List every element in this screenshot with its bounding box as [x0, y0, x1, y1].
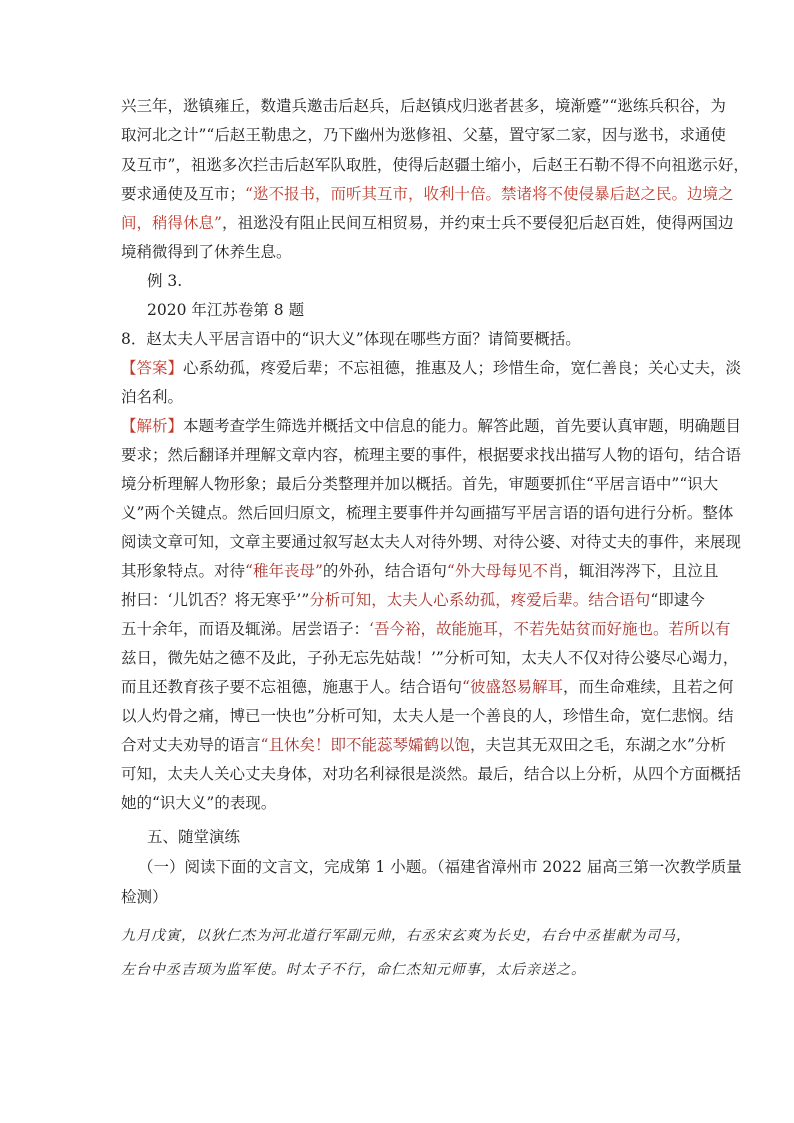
- paragraph-line: 要求通使及互市；“逖不报书，而听其互市，收利十倍。禁诸将不使侵暴后赵之民。边境之: [121, 185, 734, 203]
- analysis-line: 而且还教育孩子要不忘祖德，施惠于人。结合语句“彼盛怒易解耳，而生命难续，且若之何: [121, 678, 734, 696]
- analysis-line: 以人灼骨之痛，博已一快也”分析可知，太夫人是一个善良的人，珍惜生命，宽仁悲悯。结: [121, 707, 734, 725]
- source-label: 2020 年江苏卷第 8 题: [147, 301, 305, 319]
- exercise-line: （一）阅读下面的文言文，完成第 1 小题。（福建省漳州市 2022 届高三第一次教学质量: [138, 858, 742, 876]
- example-label: 例 3.: [147, 272, 183, 290]
- analysis-line: 境分析理解人物形象；最后分类整理并加以概括。首先，审题要抓住“平居言语中”“识大: [121, 475, 719, 493]
- analysis-line: 五十余年，而语及辄涕。居尝语子：‘吾今裕，故能施耳，不若先姑贫而好施也。若所以有: [121, 620, 731, 638]
- analysis-line: 兹日，微先姑之德不及此，子孙无忘先姑哉！’”分析可知，太夫人不仅对待公婆尽心竭力，: [121, 649, 739, 667]
- classical-text-line: 九月戊寅，以狄仁杰为河北道行军副元帅，右丞宋玄爽为长史，右台中丞崔献为司马，: [121, 928, 691, 944]
- answer-tag: 【答案】: [121, 359, 184, 377]
- answer-line: 【答案】心系幼孤，疼爱后辈；不忘祖德，推惠及人；珍惜生命，宽仁善良；关心丈夫，淡: [121, 359, 742, 377]
- analysis-line: 义”两个关键点。然后回归原文，梳理主要事件并勾画描写平居言语的语句进行分析。整体: [121, 504, 734, 522]
- section-title: 五、随堂演练: [147, 828, 241, 846]
- paragraph-line: 取河北之计”“后赵王勒患之，乃下幽州为逖修祖、父墓，置守冢二家，因与逖书，求通使: [121, 126, 726, 144]
- analysis-line: 她的“识大义”的表现。: [121, 794, 277, 812]
- analysis-line: 要求；然后翻译并理解文章内容，梳理主要的事件，根据要求找出描写人物的语句，结合语: [121, 446, 742, 464]
- analysis-line: 其形象特点。对待“稚年丧母”的外孙，结合语句“外大母每见不肖，辄泪涔涔下，且泣且: [121, 562, 719, 580]
- paragraph-line: 兴三年，逖镇雍丘，数遣兵邀击后赵兵，后赵镇戍归逖者甚多，境渐蹙”“逖练兵积谷，为: [121, 97, 726, 115]
- analysis-line: 可知，太夫人关心丈夫身体，对功名利禄很是淡然。最后，结合以上分析，从四个方面概括: [121, 765, 742, 783]
- answer-line: 泊名利。: [121, 388, 184, 406]
- analysis-line: 合对丈夫劝导的语言“且休矣！即不能蕊琴孀鹤以饱，夫岂其无双田之毛，东湖之水”分析: [121, 736, 726, 754]
- analysis-line: 【解析】本题考查学生筛选并概括文中信息的能力。解答此题，首先要认真审题，明确题目: [121, 417, 742, 435]
- quote-red: “逖不报书，而听其互市，收利十倍。禁诸将不使侵暴后赵之民。边境之: [245, 185, 734, 203]
- question: 8．赵太夫人平居言语中的“识大义”体现在哪些方面？请简要概括。: [121, 330, 581, 348]
- quote-red: 间，稍得休息”: [121, 214, 222, 232]
- paragraph-line: 及互市”，祖逖多次拦击后赵军队取胜，使得后赵疆土缩小，后赵王石勒不得不向祖逖示好，: [121, 156, 749, 174]
- exercise-line: 检测）: [121, 888, 168, 906]
- paragraph-line: 境稍微得到了休养生息。: [121, 243, 292, 261]
- analysis-line: 拊曰：‘儿饥否？将无寒乎’”分析可知，太夫人心系幼孤，疼爱后辈。结合语句“即逮今: [121, 591, 705, 609]
- analysis-tag: 【解析】: [121, 417, 184, 435]
- analysis-line: 阅读文章可知，文章主要通过叙写赵太夫人对待外甥、对待公婆、对待丈夫的事件，来展现: [121, 533, 742, 551]
- classical-text-line: 左台中丞吉顼为监军使。时太子不行，命仁杰知元师事，太后亲送之。: [121, 962, 586, 978]
- paragraph-line: 间，稍得休息”，祖逖没有阻止民间互相贸易，并约束士兵不要侵犯后赵百姓，使得两国边: [121, 214, 734, 232]
